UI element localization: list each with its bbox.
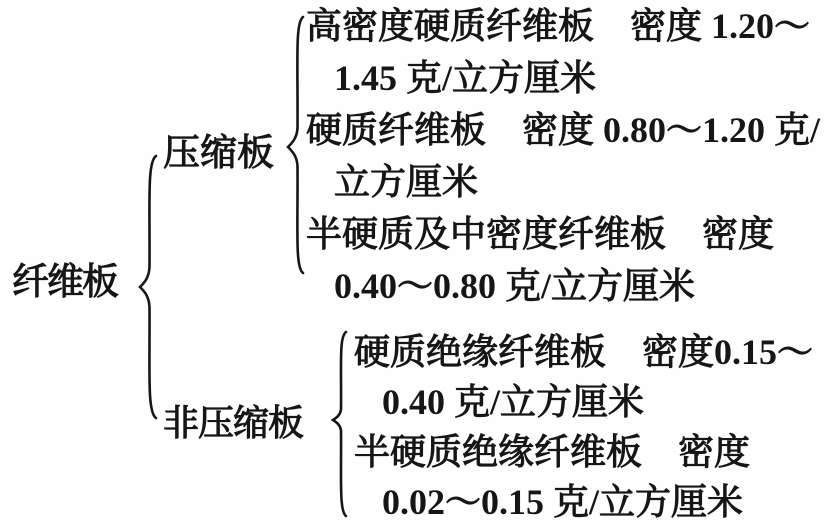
item-line-continuation: 0.40～0.80 克/立方厘米 [334, 266, 696, 306]
item-line: 硬质纤维板 密度 0.80～1.20 克/ [306, 110, 821, 150]
item-line: 半硬质绝缘纤维板 密度 [354, 432, 751, 472]
compressed-brace [286, 14, 306, 276]
item-line: 硬质绝缘纤维板 密度0.15～ [354, 332, 814, 372]
root-label: 纤维板 [12, 262, 117, 303]
group-label-compressed: 压缩板 [163, 133, 274, 174]
compressed-items [306, 0, 820, 312]
root-brace [137, 152, 159, 422]
noncompressed-items [354, 327, 813, 521]
item-line: 半硬质及中密度纤维板 密度 [306, 214, 775, 254]
item-line-continuation: 0.40 克/立方厘米 [382, 382, 645, 422]
item-line-continuation: 1.45 克/立方厘米 [334, 58, 597, 98]
item-line-continuation: 0.02～0.15 克/立方厘米 [382, 482, 744, 521]
group-label-noncompressed: 非压缩板 [163, 403, 304, 443]
item-line: 高密度硬质纤维板 密度 1.20～ [306, 6, 811, 46]
item-line-continuation: 立方厘米 [334, 162, 479, 202]
noncompressed-brace [331, 329, 349, 519]
